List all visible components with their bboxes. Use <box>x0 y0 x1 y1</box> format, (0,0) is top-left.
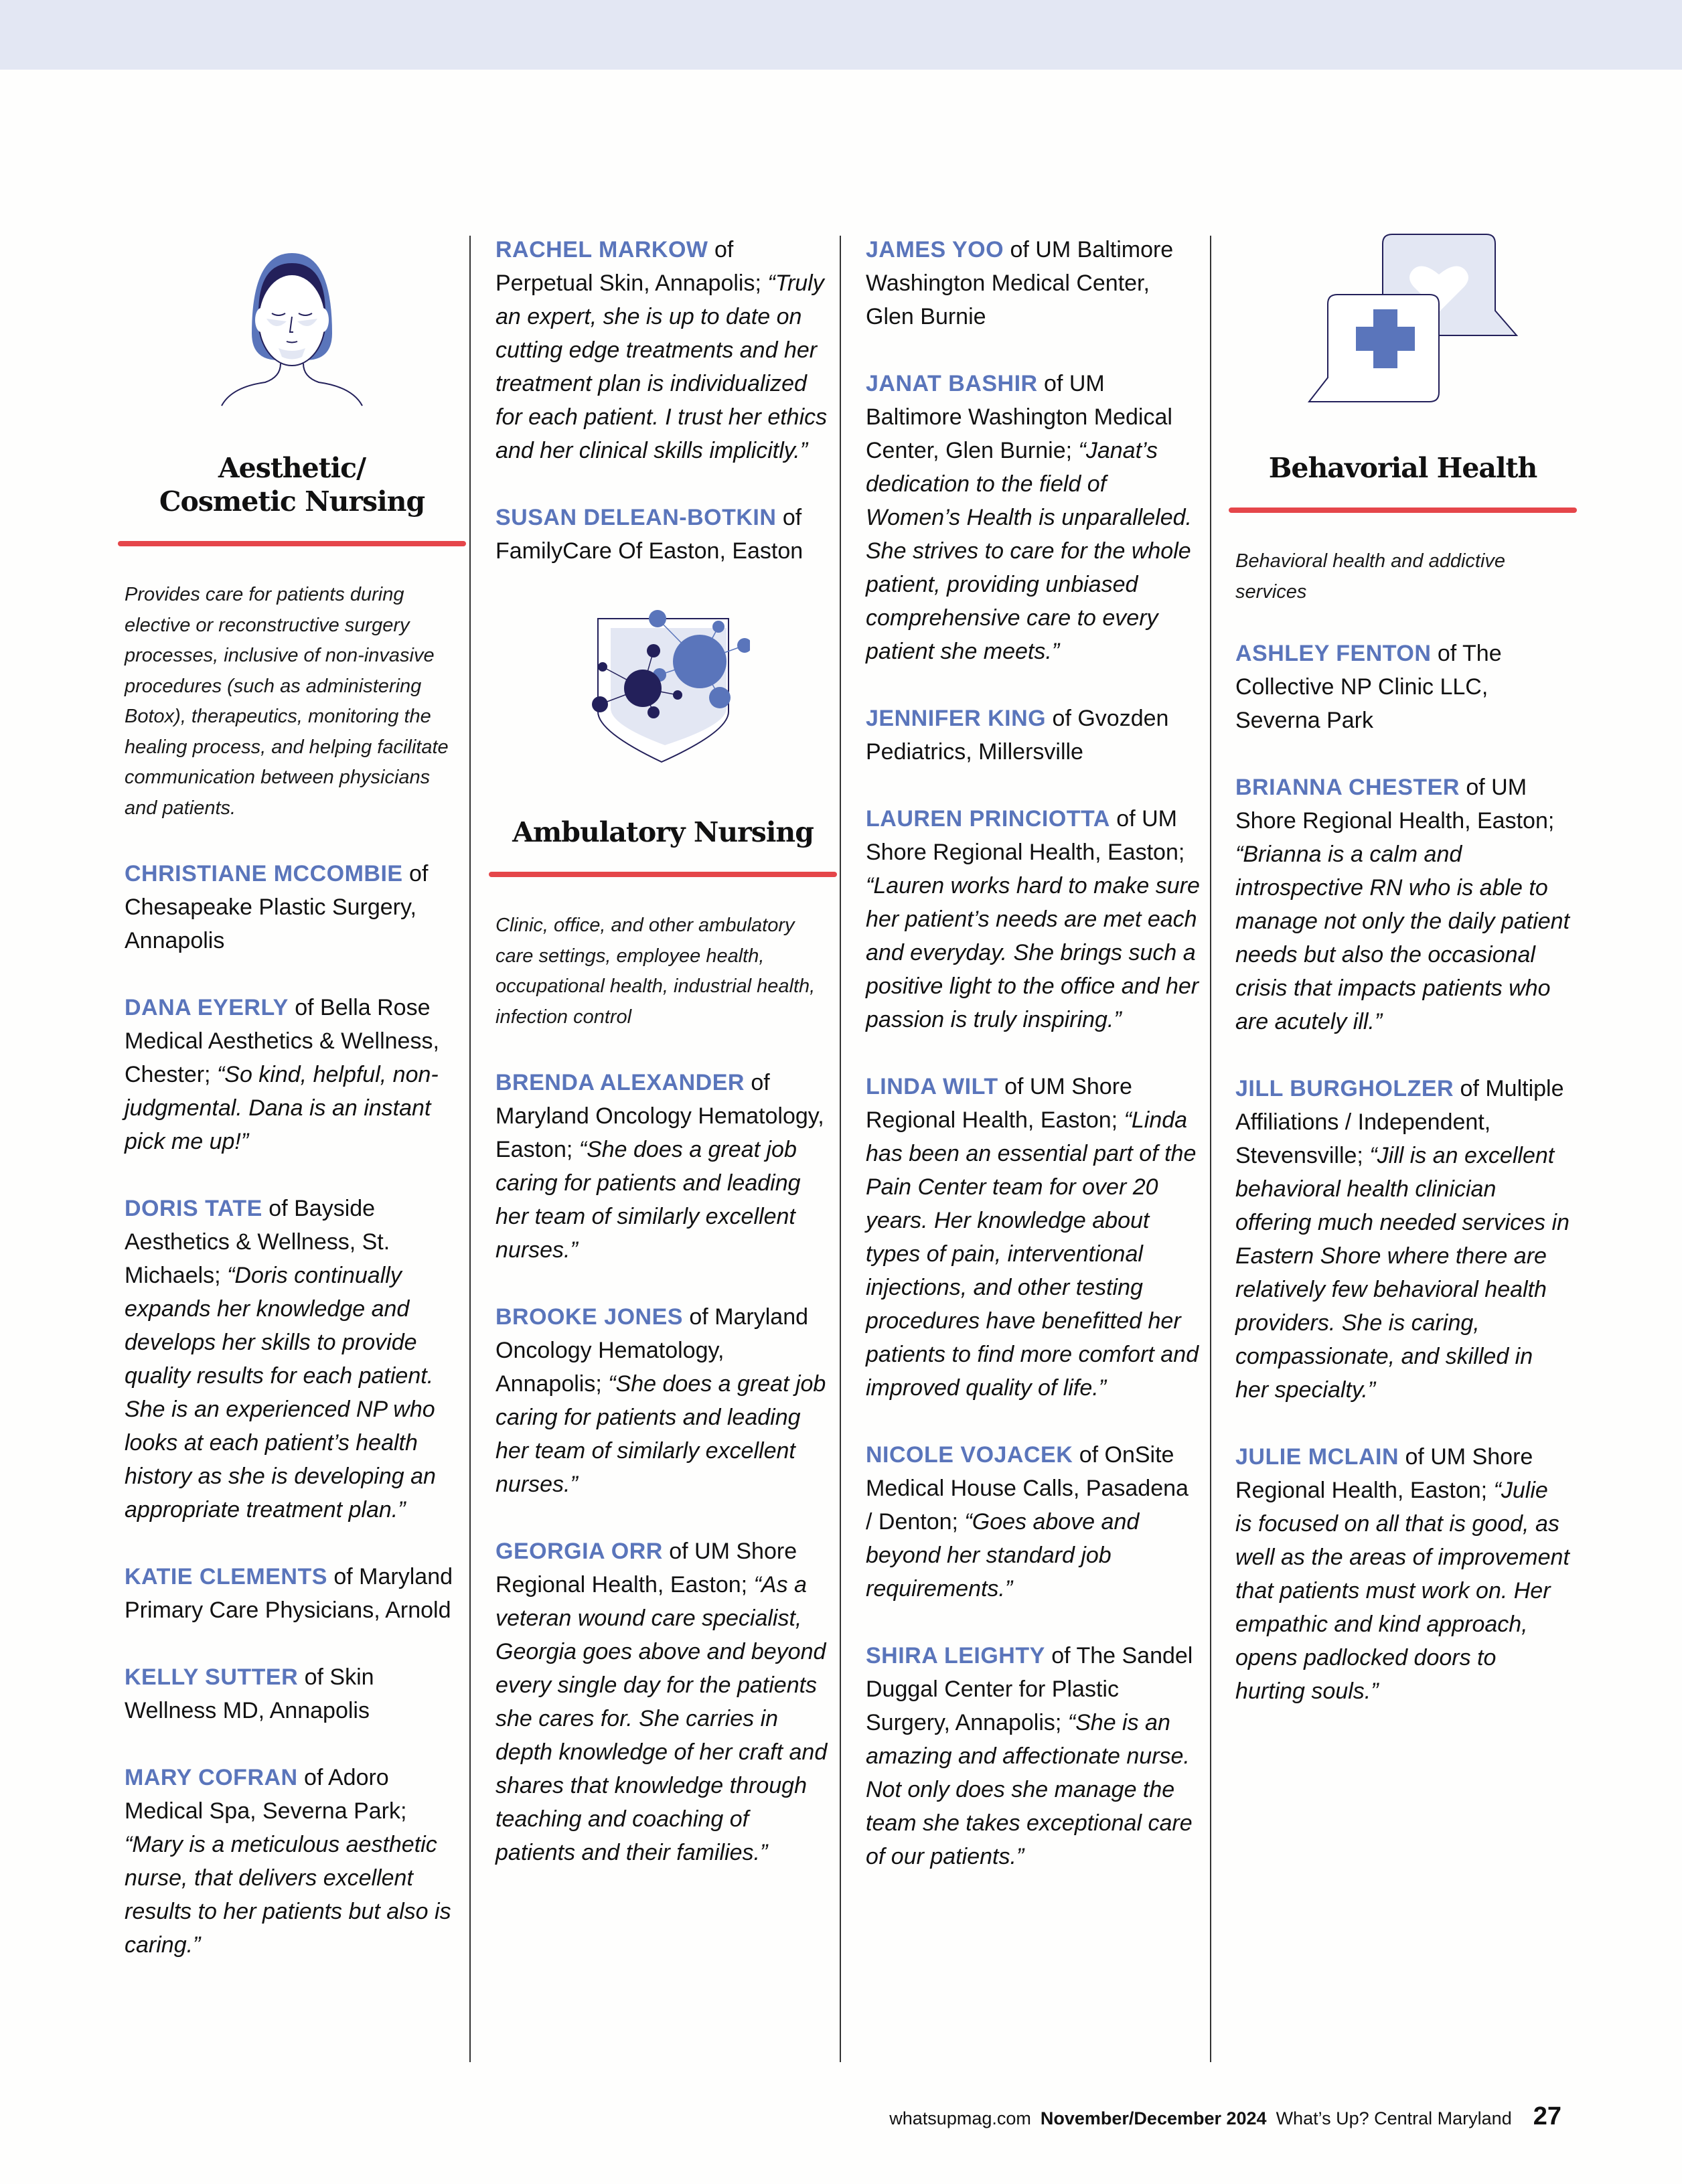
nominee-name: BRENDA ALEXANDER <box>495 1070 745 1095</box>
page-number: 27 <box>1533 2102 1561 2130</box>
column-aesthetic-nursing <box>125 233 459 1995</box>
nominee-name: LAUREN PRINCIOTTA <box>866 806 1110 832</box>
nominee-entry <box>866 367 1201 668</box>
nominee-quote: “Goes above and beyond her standard job requirements.” <box>866 1509 1140 1602</box>
section-divider <box>1229 508 1577 513</box>
nominee-entry <box>1235 771 1570 1038</box>
nominee-affiliation: of UM Shore Regional Health, Easton; <box>1235 1444 1533 1503</box>
nominee-affiliation: of Adoro Medical Spa, Severna Park; <box>125 1765 407 1824</box>
section-title-line: Cosmetic Nursing <box>159 485 425 518</box>
column-ambulatory-nursing <box>495 233 830 1903</box>
nominee-affiliation: of UM Shore Regional Health, Easton; <box>1235 775 1555 834</box>
section-divider <box>118 541 466 546</box>
nominee-quote: “Jill is an excellent behavioral health clinician offering much needed services in Eastern Shore where there are relatively few behavioral health providers. She is caring, compassionate, and skilled in her specialty.” <box>1235 1143 1570 1403</box>
nominee-affiliation: of UM Shore Regional Health, Easton; <box>866 806 1185 865</box>
nominee-name: CHRISTIANE MCCOMBIE <box>125 861 403 886</box>
nominee-quote: “Janat’s dedication to the field of Women’s Health is unparalleled. She strives to care for the whole patient, providing unbiased comprehensive care to every patient she meets.” <box>866 438 1192 664</box>
footer-website: whatsupmag.com <box>889 2108 1031 2128</box>
nominee-name: BRIANNA CHESTER <box>1235 775 1460 800</box>
nominee-quote: “As a veteran wound care specialist, Georgia goes above and beyond every single day for the patients she cares for. She carries in depth knowledge of her craft and shares that knowledge through teaching and coaching of patients and their families.” <box>495 1572 828 1865</box>
footer-publication: What’s Up? Central Maryland <box>1276 2108 1512 2128</box>
nominee-name: LINDA WILT <box>866 1074 998 1099</box>
nominee-quote: “Julie is focused on all that is good, as well as the areas of improvement that patients must work on. Her empathic and kind approach, opens padlocked doors to hurting souls.” <box>1235 1478 1570 1704</box>
nominee-name: JENNIFER KING <box>866 706 1047 731</box>
nominee-name: RACHEL MARKOW <box>495 237 708 262</box>
section-description: Provides care for patients during elective or reconstructive surgery processes, inclusive of non-invasive procedures (such as administering Botox), therapeutics, monitoring the healing process, and helping facilitate communication between physicians and patients. <box>125 584 449 819</box>
nominee-entry <box>866 1070 1201 1405</box>
nominee-affiliation: of Maryland Primary Care Physicians, Arnold <box>125 1564 453 1623</box>
nominee-affiliation: of Gvozden Pediatrics, Millersville <box>866 706 1169 765</box>
column-divider <box>469 236 471 2062</box>
nominee-name: BROOKE JONES <box>495 1304 683 1330</box>
nominee-quote: “She does a great job caring for patients and leading her team of similarly excellent nurses.” <box>495 1371 826 1497</box>
page-footer <box>889 2102 1561 2131</box>
shield-molecule-icon <box>576 595 750 769</box>
column-behavioral-health <box>1235 233 1570 1741</box>
nominee-name: DANA EYERLY <box>125 995 289 1020</box>
section-description: Behavioral health and addictive services <box>1235 550 1506 603</box>
nominee-affiliation: of UM Baltimore Washington Medical Center, Glen Burnie <box>866 237 1174 329</box>
footer-issue-date: November/December 2024 <box>1040 2108 1267 2128</box>
nominee-entry <box>125 991 459 1158</box>
nominee-entry <box>866 1438 1201 1606</box>
nominee-entry <box>866 702 1201 769</box>
nominee-name: KELLY SUTTER <box>125 1664 299 1690</box>
nominee-affiliation: of The Sandel Duggal Center for Plastic Surgery, Annapolis; <box>866 1643 1193 1735</box>
face-mask-icon <box>192 233 392 407</box>
nominee-affiliation: of Maryland Oncology Hematology, Easton; <box>495 1070 824 1162</box>
nominee-quote: “She does a great job caring for patients and leading her team of similarly excellent nurses.” <box>495 1137 801 1263</box>
nominee-name: NICOLE VOJACEK <box>866 1442 1073 1468</box>
nominee-name: JILL BURGHOLZER <box>1235 1076 1454 1101</box>
nominee-quote: “Linda has been an essential part of the Pain Center team for over 20 years. Her knowledge about types of pain, interventional injections, and other testing procedures have benefitted her patients to find more comfort and improved quality of life.” <box>866 1107 1199 1401</box>
nominee-name: JANAT BASHIR <box>866 371 1038 396</box>
nominee-name: GEORGIA ORR <box>495 1539 663 1564</box>
nominee-entry <box>1235 1440 1570 1708</box>
section-divider <box>489 872 837 877</box>
nominee-name: DORIS TATE <box>125 1196 262 1221</box>
nominee-name: SUSAN DELEAN-BOTKIN <box>495 505 777 530</box>
column-divider <box>840 236 841 2062</box>
nominee-affiliation: of Perpetual Skin, Annapolis; <box>495 237 768 296</box>
section-title: Behavorial Health <box>1268 452 1537 484</box>
nominee-affiliation: of Skin Wellness MD, Annapolis <box>125 1664 374 1723</box>
nominee-affiliation: of Chesapeake Plastic Surgery, Annapolis <box>125 861 429 953</box>
nominee-name: KATIE CLEMENTS <box>125 1564 327 1589</box>
nominee-affiliation: of UM Shore Regional Health, Easton; <box>495 1539 797 1597</box>
nominee-entry <box>866 1639 1201 1873</box>
nominee-entry <box>125 1660 459 1727</box>
nominee-entry <box>125 1192 459 1527</box>
nominee-entry <box>866 802 1201 1036</box>
nominee-quote: “Truly an expert, she is up to date on cutting edge treatments and her treatment plan is individualized for each patient. I trust her ethics and her clinical skills implicitly.” <box>495 270 828 463</box>
nominee-affiliation: of FamilyCare Of Easton, Easton <box>495 505 804 564</box>
nominee-entry <box>1235 1072 1570 1407</box>
section-description: Clinic, office, and other ambulatory care settings, employee health, occupational health, industrial health, infection control <box>495 915 816 1028</box>
nominee-affiliation: of UM Baltimore Washington Medical Center, Glen Burnie; <box>866 371 1172 463</box>
nominee-entry <box>125 857 459 957</box>
nominee-entry <box>495 1066 830 1267</box>
nominee-entry <box>125 1761 459 1962</box>
nominee-entry <box>866 233 1201 333</box>
nominee-quote: “Lauren works hard to make sure her patient’s needs are met each and everyday. She brings such a positive light to the office and her passion is truly inspiring.” <box>866 873 1200 1032</box>
nominee-affiliation: of UM Shore Regional Health, Easton; <box>866 1074 1132 1133</box>
nominee-quote: “Doris continually expands her knowledge and develops her skills to provide quality results for each patient. She is an experienced NP who looks at each patient’s health history as she is developing an appropriate treatment plan.” <box>125 1263 436 1523</box>
nominee-affiliation: of Bella Rose Medical Aesthetics & Wellness, Chester; <box>125 995 439 1087</box>
nominee-affiliation: of Maryland Oncology Hematology, Annapolis; <box>495 1304 809 1397</box>
section-title-line: Aesthetic/ <box>218 452 366 484</box>
nominee-name: ASHLEY FENTON <box>1235 641 1432 666</box>
section-title <box>125 451 459 518</box>
nominee-quote: “Brianna is a calm and introspective RN who is able to manage not only the daily patient needs but also the occasional crisis that impacts patients who are acutely ill.” <box>1235 842 1570 1034</box>
nominee-affiliation: of Bayside Aesthetics & Wellness, St. Michaels; <box>125 1196 390 1288</box>
nominee-name: JAMES YOO <box>866 237 1004 262</box>
nominee-quote: “She is an amazing and affectionate nurse. Not only does she manage the team she takes exceptional care of our patients.” <box>866 1710 1193 1869</box>
nominee-entry <box>495 501 830 568</box>
nominee-name: JULIE MCLAIN <box>1235 1444 1399 1470</box>
nominee-entry <box>1235 637 1570 737</box>
chat-bubbles-health-icon <box>1282 232 1523 412</box>
nominee-quote: “Mary is a meticulous aesthetic nurse, that delivers excellent results to her patients but also is caring.” <box>125 1832 451 1958</box>
nominee-affiliation: of Multiple Affiliations / Independent, Stevensville; <box>1235 1076 1564 1168</box>
nominee-list <box>125 857 459 1962</box>
top-color-band <box>0 0 1682 70</box>
nominee-list <box>495 1066 830 1869</box>
column-divider <box>1210 236 1211 2062</box>
nominee-affiliation: of OnSite Medical House Calls, Pasadena / Denton; <box>866 1442 1189 1535</box>
nominee-entry <box>495 1535 830 1869</box>
nominee-affiliation: of The Collective NP Clinic LLC, Severna Park <box>1235 641 1502 733</box>
section-title: Ambulatory Nursing <box>512 816 814 848</box>
nominee-name: MARY COFRAN <box>125 1765 298 1790</box>
nominee-name: SHIRA LEIGHTY <box>866 1643 1045 1668</box>
column-continued-nominees <box>866 233 1201 1907</box>
nominee-quote: “So kind, helpful, non-judgmental. Dana is an instant pick me up!” <box>125 1062 439 1154</box>
nominee-entry <box>125 1560 459 1627</box>
nominee-list <box>1235 637 1570 1708</box>
nominee-entry <box>495 1300 830 1501</box>
nominee-entry <box>495 233 830 467</box>
